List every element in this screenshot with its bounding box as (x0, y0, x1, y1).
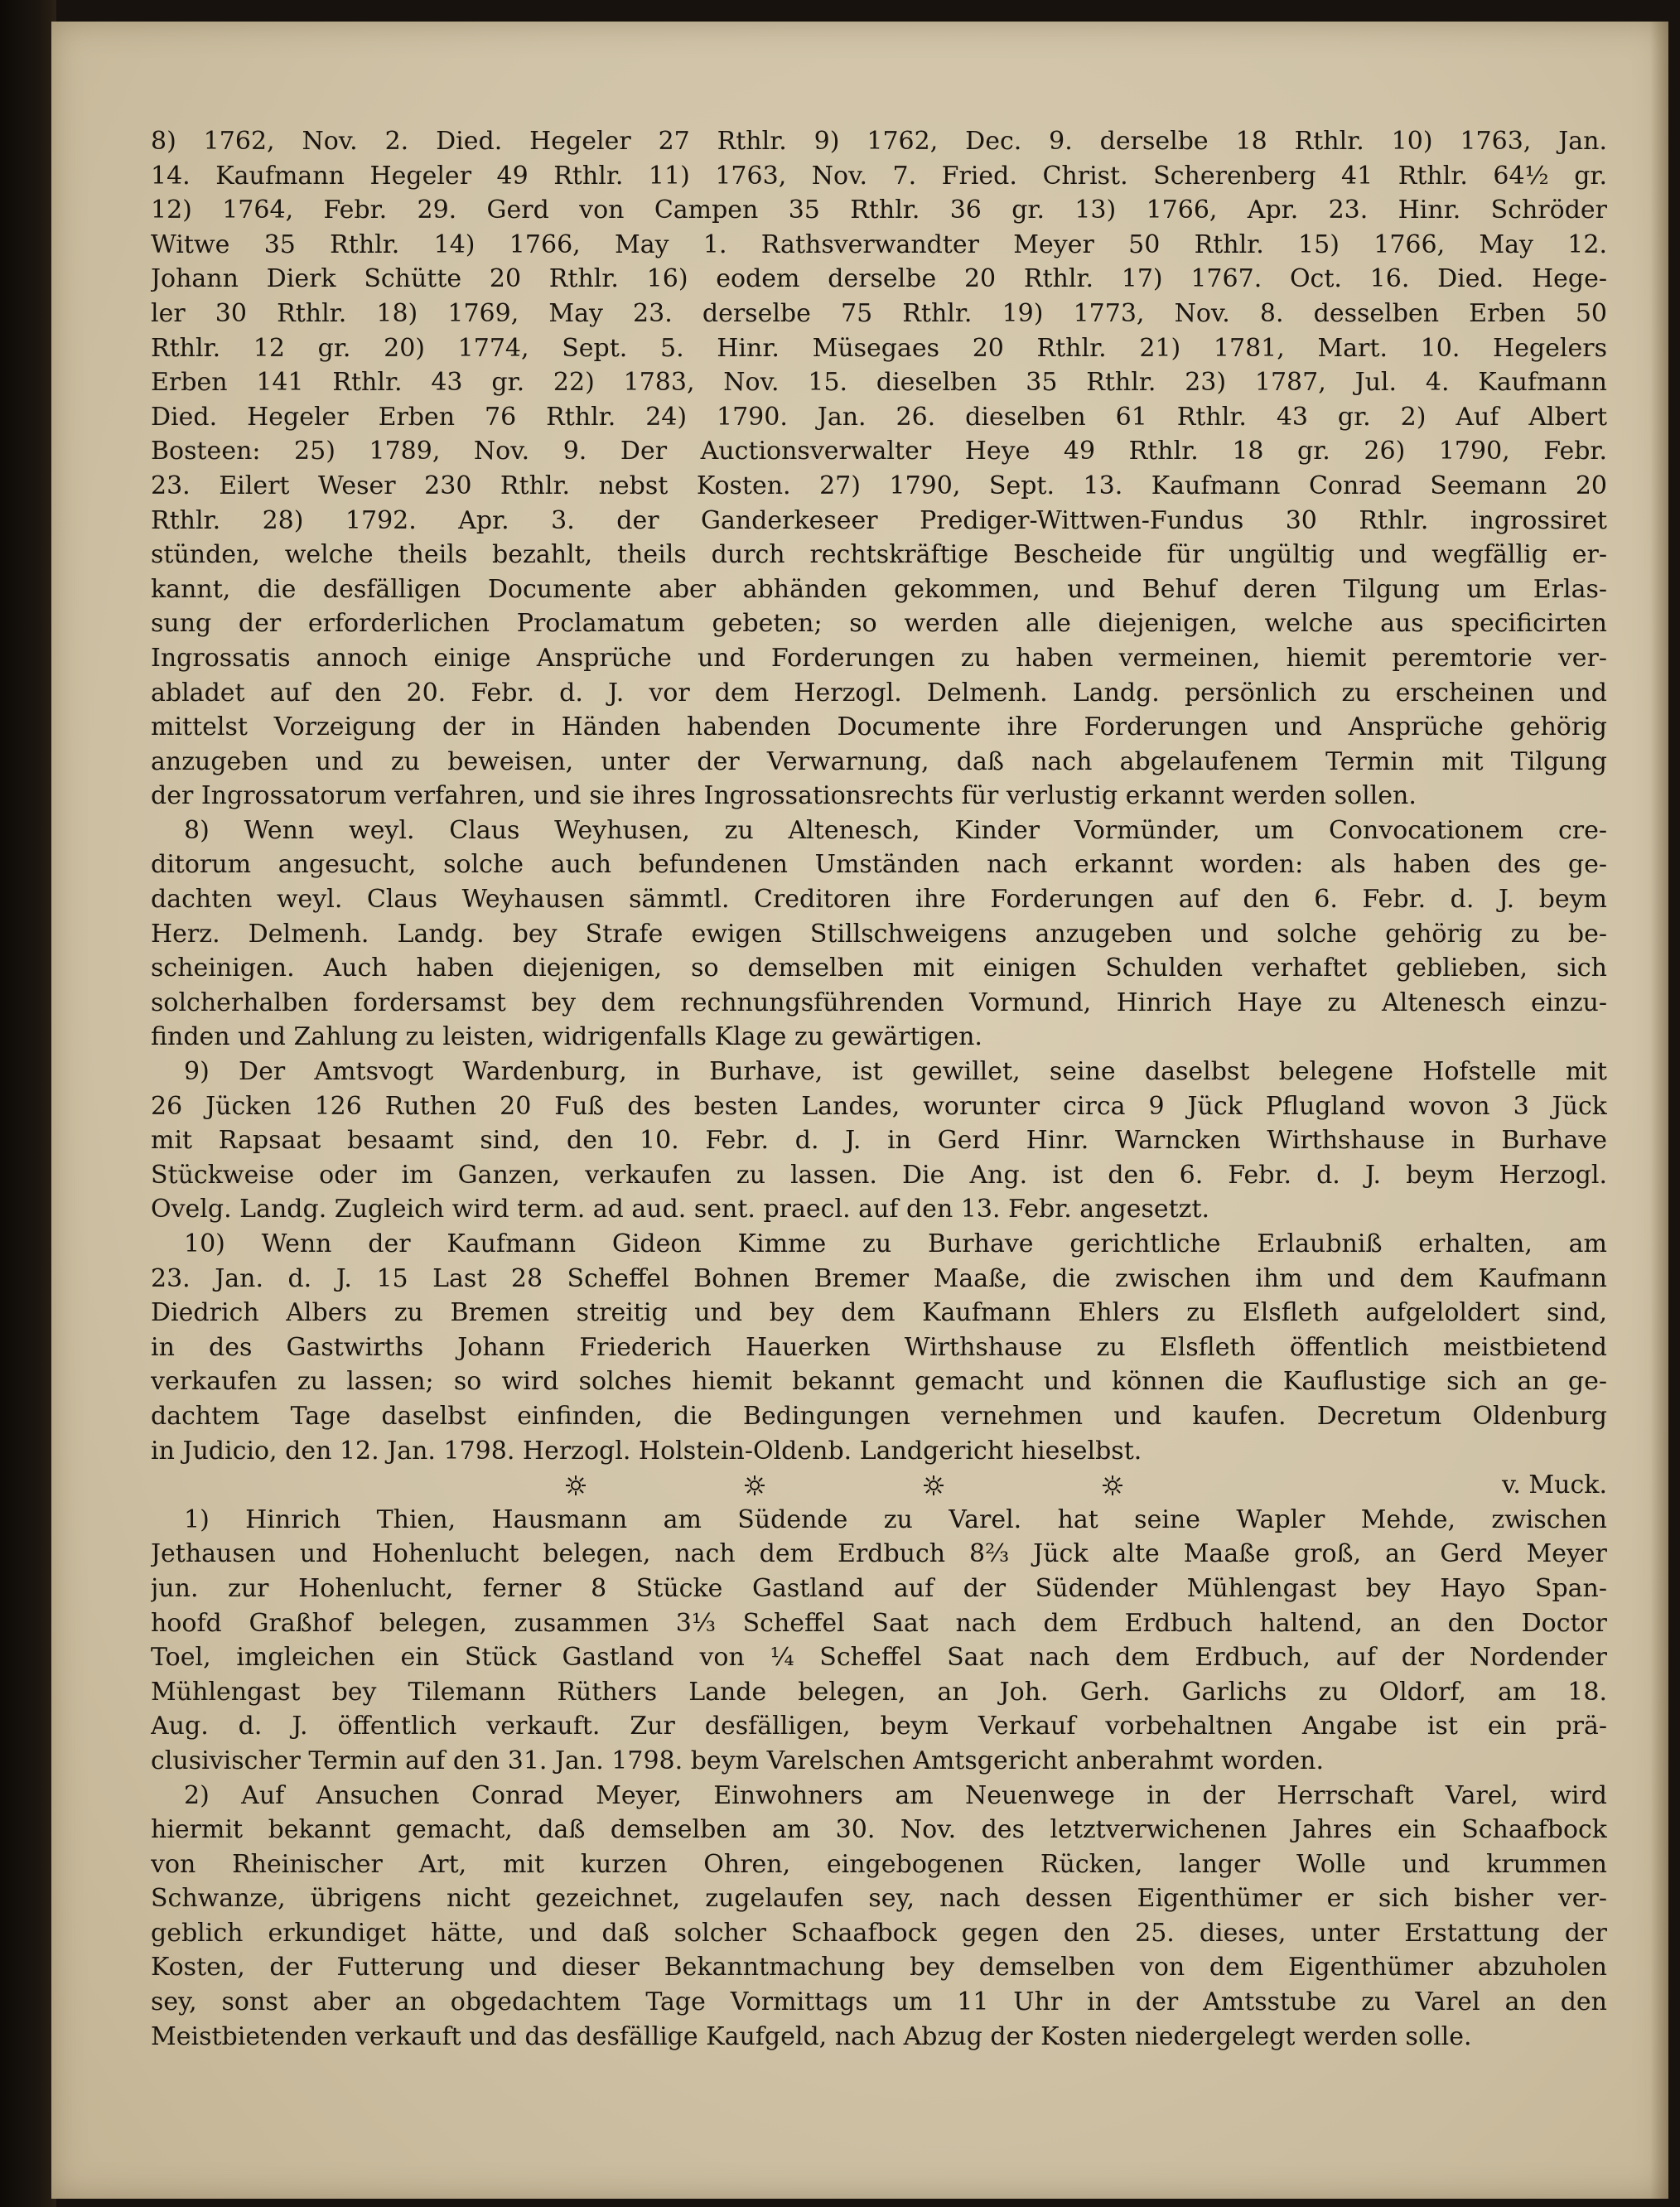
text-line: in Judicio, den 12. Jan. 1798. Herzogl. Holstein-Oldenb. Landgericht hieselbst. (151, 1436, 1142, 1466)
page-edge (1650, 22, 1668, 2199)
text-line: Diedrich Albers zu Bremen streitig und bey dem Kaufmann Ehlers zu Elsfleth aufgeloldert sind, (151, 1298, 1607, 1328)
text-line: Ovelg. Landg. Zugleich wird term. ad aud. sent. praecl. auf den 13. Febr. angesetzt. (151, 1195, 1210, 1224)
text-line: Erben 141 Rthlr. 43 gr. 22) 1783, Nov. 15. dieselben 35 Rthlr. 23) 1787, Jul. 4. Kaufmann (151, 368, 1607, 398)
text-line: Rthlr. 12 gr. 20) 1774, Sept. 5. Hinr. Müsegaes 20 Rthlr. 21) 1781, Mart. 10. Hegelers (151, 333, 1607, 363)
text-line: 10) Wenn der Kaufmann Gideon Kimme zu Burhave gerichtliche Erlaubniß erhalten, am (184, 1229, 1607, 1258)
text-line: Schwanze, übrigens nicht gezeichnet, zugelaufen sey, nach dessen Eigenthümer er sich bisher ver- (151, 1884, 1607, 1914)
text-line: jun. zur Hohenlucht, ferner 8 Stücke Gastland auf der Südender Mühlengast bey Hayo Span- (151, 1573, 1607, 1603)
book-gutter-shadow (0, 0, 56, 2207)
text-line: 2) Auf Ansuchen Conrad Meyer, Einwohners am Neuenwege in der Herrschaft Varel, wird (184, 1780, 1607, 1810)
text-line: verkaufen zu lassen; so wird solches hiemit bekannt gemacht und können die Kauflustige sich an ge- (151, 1367, 1607, 1397)
text-line: stünden, welche theils bezahlt, theils durch rechtskräftige Bescheide für ungültig und wegfällig er- (151, 540, 1607, 570)
text-line: Meistbietenden verkauft und das desfällige Kaufgeld, nach Abzug der Kosten niedergelegt werden solle. (151, 2021, 1472, 2051)
section-separator (151, 1468, 1607, 1503)
text-line: finden und Zahlung zu leisten, widrigenfalls Klage zu gewärtigen. (151, 1022, 982, 1052)
text-line: von Rheinischer Art, mit kurzen Ohren, eingebogenen Rücken, langer Wolle und krummen (151, 1849, 1607, 1879)
text-line: clusivischer Termin auf den 31. Jan. 1798. beym Varelschen Amtsgericht anberahmt worden. (151, 1746, 1325, 1775)
text-line: mittelst Vorzeigung der in Händen habenden Documente ihre Forderungen und Ansprüche gehörig (151, 712, 1607, 742)
text-line: der Ingrossatorum verfahren, und sie ihres Ingrossationsrechts für verlustig erkannt werden sollen. (151, 781, 1417, 811)
text-line: Mühlengast bey Tilemann Rüthers Lande belegen, an Joh. Gerh. Garlichs zu Oldorf, am 18. (151, 1677, 1607, 1707)
text-line: Johann Dierk Schütte 20 Rthlr. 16) eodem derselbe 20 Rthlr. 17) 1767. Oct. 16. Died. Hege- (151, 264, 1607, 294)
sun-ornament-icon (1102, 1475, 1123, 1496)
text-line: geblich erkundiget hätte, und daß solcher Schaafbock gegen den 25. dieses, unter Erstattung der (151, 1918, 1607, 1948)
text-line: Died. Hegeler Erben 76 Rthlr. 24) 1790. Jan. 26. dieselben 61 Rthlr. 43 gr. 2) Auf Albert (151, 402, 1607, 432)
text-line: 9) Der Amtsvogt Wardenburg, in Burhave, ist gewillet, seine daselbst belegene Hofstelle mit (184, 1057, 1607, 1087)
document-text (151, 124, 1607, 2054)
text-line: in des Gastwirths Johann Friederich Hauerken Wirthshause zu Elsfleth öffentlich meistbietend (151, 1332, 1607, 1362)
text-line: kannt, die desfälligen Documente aber abhänden gekommen, und Behuf deren Tilgung um Erlas- (151, 574, 1607, 604)
text-line: dachtem Tage daselbst einfinden, die Bedingungen vernehmen und kaufen. Decretum Oldenburg (151, 1401, 1607, 1431)
text-line: Rthlr. 28) 1792. Apr. 3. der Ganderkeseer Prediger-Wittwen-Fundus 30 Rthlr. ingrossiret (151, 505, 1607, 535)
sun-ornament-icon (565, 1475, 587, 1496)
sun-ornament-icon (744, 1475, 765, 1496)
text-line: hiermit bekannt gemacht, daß demselben am 30. Nov. des letztverwichenen Jahres ein Schaafbock (151, 1815, 1607, 1845)
text-line: Bosteen: 25) 1789, Nov. 9. Der Auctionsverwalter Heye 49 Rthlr. 18 gr. 26) 1790, Febr. (151, 437, 1607, 466)
text-line: 23. Jan. d. J. 15 Last 28 Scheffel Bohnen Bremer Maaße, die zwischen ihm und dem Kaufmann (151, 1263, 1607, 1293)
text-line: 8) Wenn weyl. Claus Weyhusen, zu Altenesch, Kinder Vormünder, um Convocationem cre- (184, 815, 1607, 845)
text-line: mit Rapsaat besaamt sind, den 10. Febr. d. J. in Gerd Hinr. Warncken Wirthshause in Burhave (151, 1126, 1607, 1156)
sun-ornament-icon (923, 1475, 944, 1496)
text-line: Ingrossatis annoch einige Ansprüche und Forderungen zu haben vermeinen, hiemit peremtorie ver- (151, 643, 1607, 673)
text-line: Aug. d. J. öffentlich verkauft. Zur desfälligen, beym Verkauf vorbehaltnen Angabe ist ein prä- (151, 1712, 1607, 1741)
text-line: Stückweise oder im Ganzen, verkaufen zu lassen. Die Ang. ist den 6. Febr. d. J. beym Herzogl. (151, 1160, 1607, 1190)
text-line: 8) 1762, Nov. 2. Died. Hegeler 27 Rthlr. 9) 1762, Dec. 9. derselbe 18 Rthlr. 10) 1763, Jan. (151, 127, 1607, 156)
text-line: 1) Hinrich Thien, Hausmann am Südende zu Varel. hat seine Wapler Mehde, zwischen (184, 1504, 1607, 1534)
text-line: 14. Kaufmann Hegeler 49 Rthlr. 11) 1763, Nov. 7. Fried. Christ. Scherenberg 41 Rthlr. 64½ gr. (151, 161, 1607, 191)
text-line: ditorum angesucht, solche auch befundenen Umständen nach erkannt worden: als haben des ge- (151, 850, 1607, 880)
text-line: abladet auf den 20. Febr. d. J. vor dem Herzogl. Delmenh. Landg. persönlich zu erscheinen und (151, 678, 1607, 707)
text-line: dachten weyl. Claus Weyhausen sämmtl. Creditoren ihre Forderungen auf den 6. Febr. d. J. beym (151, 885, 1607, 915)
text-line: sung der erforderlichen Proclamatum gebeten; so werden alle diejenigen, welche aus specificirten (151, 609, 1607, 639)
text-line: 12) 1764, Febr. 29. Gerd von Campen 35 Rthlr. 36 gr. 13) 1766, Apr. 23. Hinr. Schröder (151, 196, 1607, 225)
text-line: 23. Eilert Weser 230 Rthlr. nebst Kosten. 27) 1790, Sept. 13. Kaufmann Conrad Seemann 20 (151, 471, 1607, 500)
text-line: hoofd Graßhof belegen, zusammen 3⅓ Scheffel Saat nach dem Erdbuch haltend, an den Doctor (151, 1608, 1607, 1638)
text-line: sey, sonst aber an obgedachtem Tage Vormittags um 11 Uhr in der Amtsstube zu Varel an den (151, 1987, 1607, 2017)
text-line: Kosten, der Futterung und dieser Bekanntmachung bey demselben von dem Eigenthümer abzuholen (151, 1953, 1607, 1982)
text-line: scheinigen. Auch haben diejenigen, so demselben mit einigen Schulden verhaftet geblieben, sich (151, 954, 1607, 983)
text-line: Toel, imgleichen ein Stück Gastland von ¼ Scheffel Saat nach dem Erdbuch, auf der Nordender (151, 1643, 1607, 1673)
signature: v. Muck. (1501, 1471, 1607, 1500)
text-line: 26 Jücken 126 Ruthen 20 Fuß des besten Landes, worunter circa 9 Jück Pflugland wovon 3 Jück (151, 1091, 1607, 1121)
text-line: Jethausen und Hohenlucht belegen, nach dem Erdbuch 8⅔ Jück alte Maaße groß, an Gerd Meyer (151, 1539, 1607, 1569)
text-line: solcherhalben fordersamst bey dem rechnungsführenden Vormund, Hinrich Haye zu Altenesch einzu- (151, 988, 1607, 1017)
text-line: anzugeben und zu beweisen, unter der Verwarnung, daß nach abgelaufenem Termin mit Tilgung (151, 746, 1607, 776)
text-line: ler 30 Rthlr. 18) 1769, May 23. derselbe 75 Rthlr. 19) 1773, Nov. 8. desselben Erben 50 (151, 298, 1607, 328)
text-line: Witwe 35 Rthlr. 14) 1766, May 1. Rathsverwandter Meyer 50 Rthlr. 15) 1766, May 12. (151, 229, 1607, 259)
text-line: Herz. Delmenh. Landg. bey Strafe ewigen Stillschweigens anzugeben und solche gehörig zu be- (151, 919, 1607, 949)
